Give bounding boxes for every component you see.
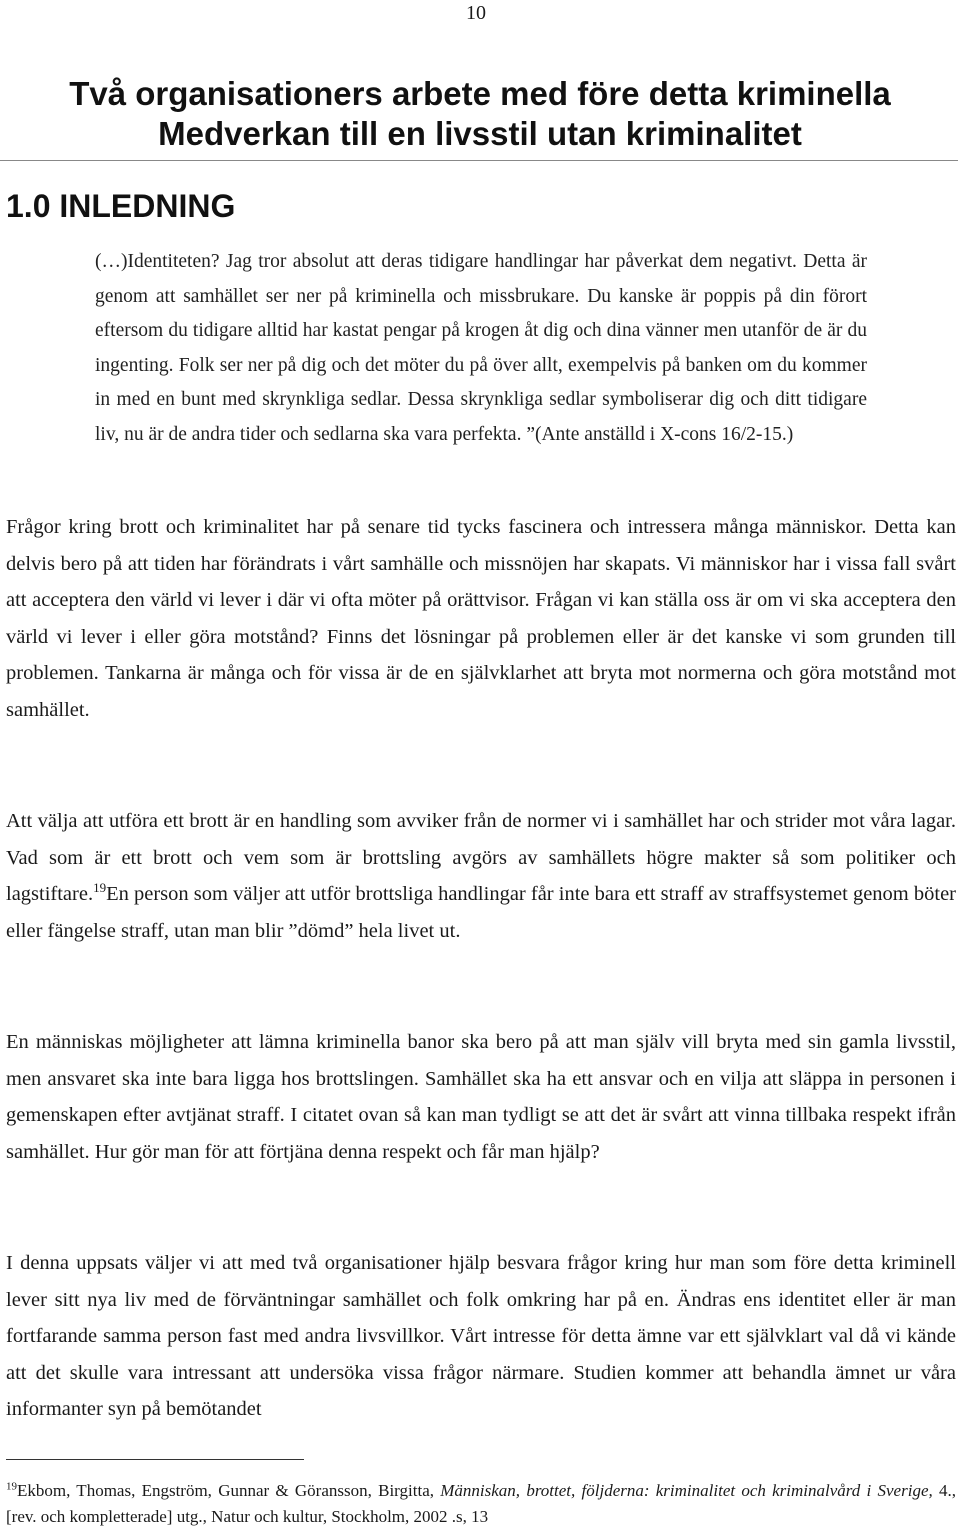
block-quote: (…)Identiteten? Jag tror absolut att deras tidigare handlingar har påverkat dem negativt. Detta är genom att samhället ser ner på kriminella och missbrukare. Du kanske är poppis på din förort eftersom du tidigare alltid har kastat pengar på krogen åt dig och dina vänner men utanför de är du ingenting. Folk ser ner på dig och det möter du på över allt, exempelvis på banken om du kommer in med en bunt med skrynkliga sedlar. Dessa skrynkliga sedlar symboliserar dig och ditt tidigare liv, nu är de andra tider och sedlarna ska vara perfekta. ”(Ante anställd i X-cons 16/2-15.): [95, 251, 867, 445]
document-title: [0, 74, 960, 154]
footnote-publication: 4., [rev. och kompletterade] utg., Natur och kultur, Stockholm, 2002 .s, 13: [6, 1481, 957, 1526]
footnote-divider: [6, 1459, 304, 1460]
paragraph-4: I denna uppsats väljer vi att med två organisationer hjälp besvara frågor kring hur man som före detta kriminell lever sitt nya liv med de förväntningar samhället och folk omkring har på en. Ändras ens identitet eller är man fortfarande samma person fast med andra livsvillkor. Vårt intresse för detta ämne var ett självklart val då vi kände att det skulle vara intressant att undersöka vissa frågor närmare. Studien kommer att behandla ämnet ur våra informanter syn på bemötandet: [6, 1252, 956, 1420]
paragraph-2-text-b: En person som väljer att utför brottsliga handlingar får inte bara ett straff av straffsystemet genom böter eller fängelse straff, utan man blir ”dömd” hela livet ut.: [6, 883, 956, 942]
title-divider: [0, 160, 958, 161]
title-line-2: Medverkan till en livsstil utan kriminalitet: [158, 115, 802, 152]
paragraph-1: Frågor kring brott och kriminalitet har på senare tid tycks fascinera och intressera många människor. Detta kan delvis bero på att tiden har förändrats i vårt samhälle och missnöjen har skapats. Vi människor har i vissa fall svårt att acceptera den värld vi lever i där vi ofta möter på orättvisor. Frågan vi kan ställa oss är om vi ska acceptera den värld vi lever i eller göra motstånd? Finns det lösningar på problemen eller är det kanske vi som grunden till problemen. Tankarna är många och för vissa är de en självklarhet att bryta mot normerna och göra motstånd mot samhället.: [6, 516, 956, 721]
section-heading: 1.0 INLEDNING: [6, 188, 236, 224]
page-number: 10: [466, 2, 486, 24]
paragraph-2: [6, 803, 956, 949]
paragraph-3: En människas möjligheter att lämna kriminella banor ska bero på att man själv vill bryta med sin gamla livsstil, men ansvaret ska inte bara ligga hos brottslingen. Samhället ska ha ett ansvar och en vilja att släppa in personen i gemenskapen efter avtjänat straff. I citatet ovan så kan man tydligt se att det är svårt att vinna tillbaka respekt ifrån samhället. Hur gör man för att förtjäna denna respekt och får man hjälp?: [6, 1031, 956, 1163]
footnote: [6, 1478, 956, 1530]
footnote-authors: Ekbom, Thomas, Engström, Gunnar & Göransson, Birgitta,: [17, 1481, 441, 1500]
footnote-book-title: Människan, brottet, följderna: kriminalitet och kriminalvård i Sverige,: [440, 1481, 933, 1500]
paragraph-2-text-a: Att välja att utföra ett brott är en handling som avviker från de normer vi i samhället har och strider mot våra lagar. Vad som är ett brott och vem som är brottsling avgörs av samhällets högre makter så som politiker och lagstiftare.: [6, 810, 956, 905]
footnote-number: 19: [6, 1480, 17, 1493]
title-line-1: Två organisationers arbete med före detta kriminella: [69, 75, 891, 112]
footnote-reference[interactable]: 19: [93, 880, 107, 896]
